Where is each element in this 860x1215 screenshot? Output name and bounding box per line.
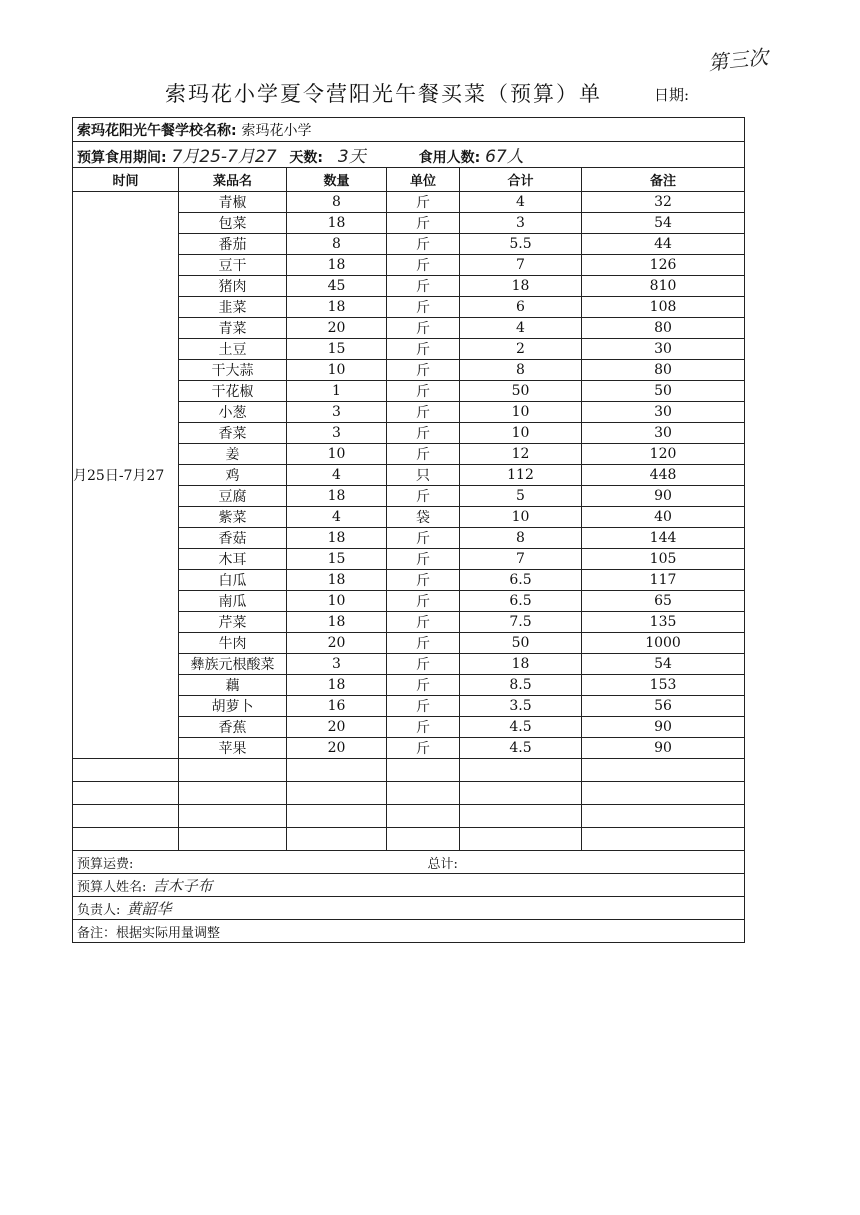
header-item: 菜品名 bbox=[179, 168, 287, 192]
item-unit: 斤 bbox=[387, 570, 460, 591]
freight-row bbox=[73, 851, 745, 874]
item-qty: 18 bbox=[287, 213, 387, 234]
item-qty: 4 bbox=[287, 465, 387, 486]
item-name: 豆腐 bbox=[179, 486, 287, 507]
header-qty: 数量 bbox=[287, 168, 387, 192]
item-qty: 18 bbox=[287, 486, 387, 507]
page-title: 索玛花小学夏令营阳光午餐买菜（预算）单 bbox=[165, 82, 602, 106]
item-unit: 斤 bbox=[387, 402, 460, 423]
item-unit: 斤 bbox=[387, 255, 460, 276]
item-total: 50 bbox=[582, 381, 745, 402]
item-qty: 3 bbox=[287, 402, 387, 423]
item-unit: 斤 bbox=[387, 213, 460, 234]
item-name: 胡萝卜 bbox=[179, 696, 287, 717]
blank-row bbox=[73, 782, 745, 805]
item-qty: 15 bbox=[287, 549, 387, 570]
item-price: 2 bbox=[460, 339, 582, 360]
item-price: 7.5 bbox=[460, 612, 582, 633]
item-unit: 斤 bbox=[387, 381, 460, 402]
item-name: 白瓜 bbox=[179, 570, 287, 591]
item-price: 18 bbox=[460, 276, 582, 297]
item-total: 54 bbox=[582, 654, 745, 675]
item-price: 3 bbox=[460, 213, 582, 234]
item-qty: 20 bbox=[287, 318, 387, 339]
item-qty: 18 bbox=[287, 297, 387, 318]
item-total: 65 bbox=[582, 591, 745, 612]
item-total: 126 bbox=[582, 255, 745, 276]
time-range: 月25日-7月27 bbox=[73, 192, 179, 759]
item-name: 芹菜 bbox=[179, 612, 287, 633]
item-unit: 斤 bbox=[387, 591, 460, 612]
blank-row bbox=[73, 828, 745, 851]
item-qty: 45 bbox=[287, 276, 387, 297]
item-name: 干花椒 bbox=[179, 381, 287, 402]
item-unit: 斤 bbox=[387, 528, 460, 549]
item-name: 姜 bbox=[179, 444, 287, 465]
item-price: 18 bbox=[460, 654, 582, 675]
item-qty: 8 bbox=[287, 192, 387, 213]
item-name: 包菜 bbox=[179, 213, 287, 234]
total-label: 总计: bbox=[427, 856, 458, 872]
budget-table bbox=[72, 117, 745, 943]
item-unit: 斤 bbox=[387, 444, 460, 465]
item-unit: 袋 bbox=[387, 507, 460, 528]
item-unit: 只 bbox=[387, 465, 460, 486]
budget-person-signature: 吉木子布 bbox=[152, 876, 213, 895]
item-price: 50 bbox=[460, 633, 582, 654]
item-total: 120 bbox=[582, 444, 745, 465]
item-qty: 18 bbox=[287, 570, 387, 591]
item-qty: 15 bbox=[287, 339, 387, 360]
item-price: 6 bbox=[460, 297, 582, 318]
item-qty: 16 bbox=[287, 696, 387, 717]
item-total: 448 bbox=[582, 465, 745, 486]
item-name: 苹果 bbox=[179, 738, 287, 759]
header-remark: 备注 bbox=[582, 168, 745, 192]
item-price: 7 bbox=[460, 549, 582, 570]
header-time: 时间 bbox=[73, 168, 179, 192]
item-name: 青椒 bbox=[179, 192, 287, 213]
item-name: 土豆 bbox=[179, 339, 287, 360]
item-total: 90 bbox=[582, 486, 745, 507]
item-name: 番茄 bbox=[179, 234, 287, 255]
item-total: 105 bbox=[582, 549, 745, 570]
people-label: 食用人数: bbox=[418, 150, 481, 166]
item-name: 韭菜 bbox=[179, 297, 287, 318]
item-qty: 8 bbox=[287, 234, 387, 255]
item-total: 56 bbox=[582, 696, 745, 717]
item-total: 30 bbox=[582, 423, 745, 444]
item-unit: 斤 bbox=[387, 675, 460, 696]
item-total: 80 bbox=[582, 360, 745, 381]
item-name: 藕 bbox=[179, 675, 287, 696]
table-row bbox=[73, 192, 745, 213]
item-price: 8 bbox=[460, 528, 582, 549]
school-name: 索玛花小学 bbox=[241, 122, 312, 139]
item-name: 牛肉 bbox=[179, 633, 287, 654]
item-price: 5.5 bbox=[460, 234, 582, 255]
item-qty: 10 bbox=[287, 591, 387, 612]
item-qty: 18 bbox=[287, 255, 387, 276]
item-total: 54 bbox=[582, 213, 745, 234]
item-total: 90 bbox=[582, 717, 745, 738]
item-unit: 斤 bbox=[387, 360, 460, 381]
item-price: 6.5 bbox=[460, 591, 582, 612]
item-total: 144 bbox=[582, 528, 745, 549]
item-name: 彝族元根酸菜 bbox=[179, 654, 287, 675]
item-qty: 10 bbox=[287, 444, 387, 465]
item-name: 紫菜 bbox=[179, 507, 287, 528]
item-total: 30 bbox=[582, 339, 745, 360]
date-label: 日期: bbox=[654, 86, 690, 104]
item-unit: 斤 bbox=[387, 234, 460, 255]
item-qty: 3 bbox=[287, 654, 387, 675]
item-name: 香菇 bbox=[179, 528, 287, 549]
responsible-label: 负责人: bbox=[77, 902, 121, 918]
item-name: 干大蒜 bbox=[179, 360, 287, 381]
days-value: 3天 bbox=[337, 147, 366, 167]
item-qty: 18 bbox=[287, 528, 387, 549]
header-total: 合计 bbox=[460, 168, 582, 192]
header-unit: 单位 bbox=[387, 168, 460, 192]
item-total: 153 bbox=[582, 675, 745, 696]
school-label: 索玛花阳光午餐学校名称: bbox=[77, 122, 237, 139]
item-total: 1000 bbox=[582, 633, 745, 654]
header-row bbox=[73, 168, 745, 192]
blank-row bbox=[73, 805, 745, 828]
item-total: 90 bbox=[582, 738, 745, 759]
school-row bbox=[73, 118, 745, 142]
responsible-row bbox=[73, 897, 745, 920]
item-name: 青菜 bbox=[179, 318, 287, 339]
item-price: 10 bbox=[460, 423, 582, 444]
item-qty: 3 bbox=[287, 423, 387, 444]
period-label: 预算食用期间: bbox=[77, 150, 167, 166]
period-row bbox=[73, 142, 745, 168]
item-name: 香菜 bbox=[179, 423, 287, 444]
item-total: 32 bbox=[582, 192, 745, 213]
item-unit: 斤 bbox=[387, 738, 460, 759]
item-total: 80 bbox=[582, 318, 745, 339]
item-unit: 斤 bbox=[387, 297, 460, 318]
budget-person-label: 预算人姓名: bbox=[77, 879, 147, 895]
item-price: 3.5 bbox=[460, 696, 582, 717]
item-unit: 斤 bbox=[387, 633, 460, 654]
item-price: 50 bbox=[460, 381, 582, 402]
remark-text: 备注：根据实际用量调整 bbox=[73, 920, 745, 943]
item-price: 10 bbox=[460, 507, 582, 528]
item-qty: 20 bbox=[287, 633, 387, 654]
blank-row bbox=[73, 759, 745, 782]
freight-label: 预算运费: bbox=[77, 856, 134, 872]
item-unit: 斤 bbox=[387, 717, 460, 738]
item-name: 猪肉 bbox=[179, 276, 287, 297]
item-price: 8 bbox=[460, 360, 582, 381]
item-qty: 20 bbox=[287, 717, 387, 738]
item-price: 12 bbox=[460, 444, 582, 465]
item-name: 豆干 bbox=[179, 255, 287, 276]
item-price: 10 bbox=[460, 402, 582, 423]
people-value: 67人 bbox=[485, 147, 524, 167]
period-value: 7月25-7月27 bbox=[171, 147, 277, 167]
item-name: 香蕉 bbox=[179, 717, 287, 738]
item-name: 南瓜 bbox=[179, 591, 287, 612]
item-unit: 斤 bbox=[387, 612, 460, 633]
item-price: 8.5 bbox=[460, 675, 582, 696]
item-unit: 斤 bbox=[387, 486, 460, 507]
item-unit: 斤 bbox=[387, 423, 460, 444]
item-price: 4.5 bbox=[460, 717, 582, 738]
item-total: 44 bbox=[582, 234, 745, 255]
item-name: 鸡 bbox=[179, 465, 287, 486]
item-unit: 斤 bbox=[387, 318, 460, 339]
item-qty: 4 bbox=[287, 507, 387, 528]
item-unit: 斤 bbox=[387, 696, 460, 717]
item-total: 810 bbox=[582, 276, 745, 297]
item-total: 30 bbox=[582, 402, 745, 423]
item-price: 4 bbox=[460, 318, 582, 339]
item-name: 小葱 bbox=[179, 402, 287, 423]
item-price: 112 bbox=[460, 465, 582, 486]
handwritten-note: 第三次 bbox=[707, 44, 770, 76]
item-price: 5 bbox=[460, 486, 582, 507]
item-unit: 斤 bbox=[387, 276, 460, 297]
item-total: 40 bbox=[582, 507, 745, 528]
item-unit: 斤 bbox=[387, 192, 460, 213]
budget-person-row bbox=[73, 874, 745, 897]
item-price: 4 bbox=[460, 192, 582, 213]
responsible-signature: 黄韶华 bbox=[126, 899, 172, 918]
item-price: 4.5 bbox=[460, 738, 582, 759]
item-total: 117 bbox=[582, 570, 745, 591]
item-unit: 斤 bbox=[387, 654, 460, 675]
item-total: 135 bbox=[582, 612, 745, 633]
item-unit: 斤 bbox=[387, 549, 460, 570]
item-price: 6.5 bbox=[460, 570, 582, 591]
item-qty: 20 bbox=[287, 738, 387, 759]
item-qty: 18 bbox=[287, 612, 387, 633]
remark-row bbox=[73, 920, 745, 943]
item-name: 木耳 bbox=[179, 549, 287, 570]
item-qty: 1 bbox=[287, 381, 387, 402]
item-total: 108 bbox=[582, 297, 745, 318]
item-unit: 斤 bbox=[387, 339, 460, 360]
days-label: 天数: bbox=[289, 150, 323, 166]
item-qty: 18 bbox=[287, 675, 387, 696]
item-price: 7 bbox=[460, 255, 582, 276]
item-qty: 10 bbox=[287, 360, 387, 381]
